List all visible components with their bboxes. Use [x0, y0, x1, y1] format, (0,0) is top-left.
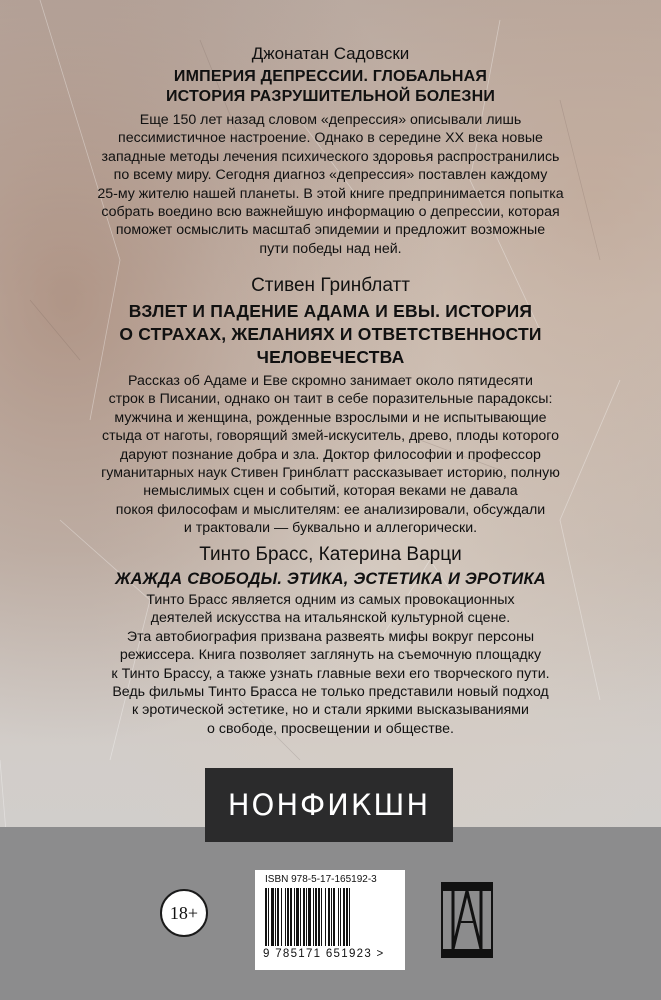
description-line: поможет осмыслить масштаб эпидемии и предложит возможные [115, 222, 546, 239]
isbn-text: ISBN 978-5-17-165192-3 [265, 874, 377, 885]
description-line: западные методы лечения психического здоровья распространились [101, 148, 560, 165]
barcode-icon [261, 888, 399, 948]
book-title [20, 569, 641, 589]
description-line: гуманитарных наук Стивен Гринблатт рассказывает историю, полную [101, 465, 560, 482]
description-line: даруют познание добра и зла. Доктор философии и профессор [120, 446, 541, 463]
book-entry [20, 544, 641, 738]
description-line: пессимистичное настроение. Однако в середине XX века новые [118, 130, 543, 147]
description-line: Рассказ об Адаме и Еве скромно занимает около пятидесяти [128, 373, 533, 389]
title-line: О СТРАХАХ, ЖЕЛАНИЯХ И ОТВЕТСТВЕННОСТИ [119, 324, 542, 344]
book-description [20, 591, 641, 738]
description-line: деятелей искусства на итальянской культурной сцене. [150, 610, 511, 627]
title-line: ЧЕЛОВЕЧЕСТВА [256, 347, 405, 367]
description-line: немыслимых сцен и событий, которая веками не давала [143, 483, 518, 500]
book-title [20, 300, 641, 369]
book-author: Тинто Брасс, Катерина Варци [199, 544, 462, 565]
description-line: стыда от наготы, говорящий змей-искуситель, древо, плоды которого [101, 428, 560, 445]
age-rating-text: 18+ [169, 902, 199, 923]
book-entry [20, 44, 641, 258]
description-line: 25-му жителю нашей планеты. В этой книге предпринимается попытка [97, 185, 564, 202]
description-line: строк в Писании, однако он таит в себе поразительные парадоксы: [108, 391, 553, 408]
ean-digits: 9 785171 651923 > [263, 948, 385, 960]
description-line: к Тинто Брассу, а также узнать главные вехи его творческого пути. [111, 665, 550, 682]
description-line: по всему миру. Сегодня диагноз «депрессия» поставлен каждому [113, 167, 548, 184]
description-line: Тинто Брасс является одним из самых провокационных [146, 592, 515, 608]
book-description [20, 372, 641, 538]
age-rating-badge [160, 889, 208, 937]
description-line: собрать воедино всю важнейшую информацию о депрессии, которая [101, 204, 560, 221]
book-author: Джонатан Садовски [251, 44, 410, 63]
description-line: к эротической эстетике, но и стали яркими высказываниями [132, 702, 529, 719]
barcode-block [255, 870, 405, 970]
description-line: покоя философам и мыслителям: ее анализировали, обсуждали [115, 501, 546, 518]
description-line: Ведь фильмы Тинто Брасса не только представили новый подход [112, 684, 549, 701]
description-line: и трактовали — буквально и аллегорически. [183, 520, 478, 537]
description-line: Еще 150 лет назад словом «депрессия» описывали лишь [139, 112, 522, 128]
book-description [20, 111, 641, 258]
series-label: НОНФИКШН [227, 788, 431, 822]
title-line: ВЗЛЕТ И ПАДЕНИЕ АДАМА И ЕВЫ. ИСТОРИЯ [128, 301, 533, 321]
description-line: режиссера. Книга позволяет заглянуть на съемочную площадку [119, 647, 542, 664]
description-line: мужчина и женщина, рожденные взрослыми и не испытывающие [114, 409, 547, 426]
book-author: Стивен Гринблатт [251, 275, 410, 296]
title-line: ИМПЕРИЯ ДЕПРЕССИИ. ГЛОБАЛЬНАЯ [173, 68, 488, 85]
book-title [20, 67, 641, 107]
title-line: ИСТОРИЯ РАЗРУШИТЕЛЬНОЙ БОЛЕЗНИ [165, 88, 496, 105]
ast-publisher-logo-icon [441, 882, 493, 958]
series-label-box [205, 768, 453, 842]
description-line: Эта автобиография призвана развеять мифы вокруг персоны [126, 628, 535, 645]
description-line: о свободе, просвещении и обществе. [207, 720, 454, 737]
title-line: ЖАЖДА СВОБОДЫ. ЭТИКА, ЭСТЕТИКА И ЭРОТИКА [115, 570, 546, 588]
book-entry [20, 275, 641, 538]
description-line: пути победы над ней. [259, 240, 402, 257]
